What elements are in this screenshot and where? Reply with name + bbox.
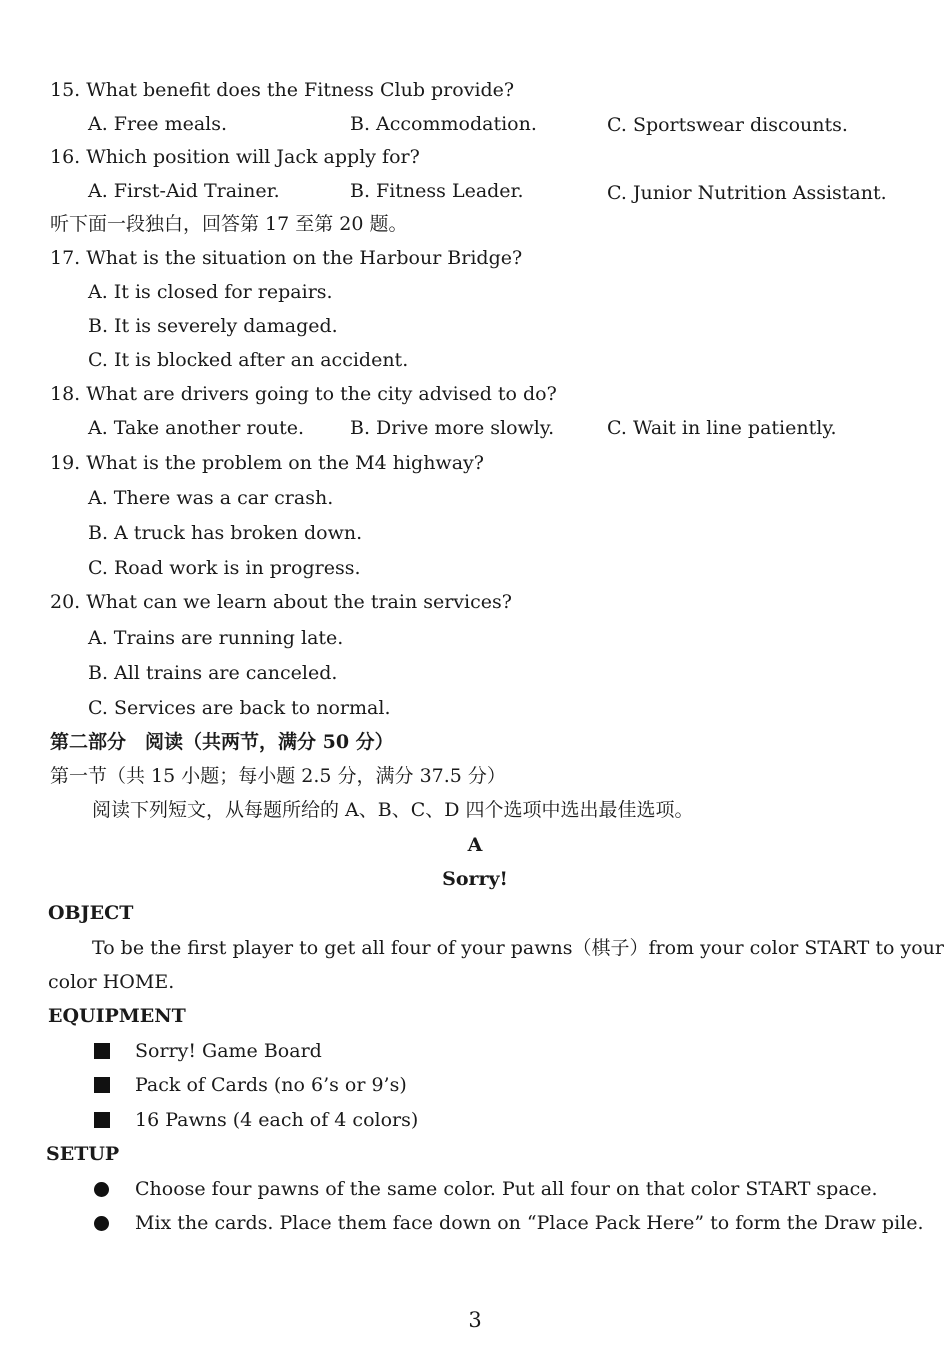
question-18: 18. What are drivers going to the city advised to do?: [50, 383, 557, 405]
equipment-item-text: Pack of Cards (no 6’s or 9’s): [135, 1074, 407, 1096]
object-text-line-2: color HOME.: [48, 971, 175, 993]
list-item: [94, 1039, 110, 1063]
question-19: 19. What is the problem on the M4 highway?: [50, 452, 484, 474]
q15-option-c: C. Sportswear discounts.: [607, 114, 848, 136]
q19-option-a: A. There was a car crash.: [88, 487, 334, 509]
square-bullet-icon: [94, 1077, 110, 1093]
q17-option-b: B. It is severely damaged.: [88, 315, 338, 337]
part-two-heading: 第二部分 阅读（共两节，满分 50 分）: [50, 731, 394, 753]
passage-title: Sorry!: [442, 868, 508, 890]
round-bullet-icon: [94, 1216, 109, 1231]
q20-option-a: A. Trains are running late.: [88, 627, 344, 649]
equipment-item-text: 16 Pawns (4 each of 4 colors): [135, 1109, 419, 1131]
q19-option-c: C. Road work is in progress.: [88, 557, 361, 579]
q15-option-b: B. Accommodation.: [350, 113, 537, 135]
monologue-instruction: 听下面一段独白，回答第 17 至第 20 题。: [50, 213, 408, 235]
q17-option-c: C. It is blocked after an accident.: [88, 349, 409, 371]
list-item: [94, 1211, 109, 1235]
object-heading: OBJECT: [48, 902, 134, 924]
page-number: 3: [468, 1308, 482, 1332]
object-text-line-1: To be the first player to get all four of your pawns（棋子）from your color START to your: [92, 937, 944, 959]
q20-option-c: C. Services are back to normal.: [88, 697, 391, 719]
square-bullet-icon: [94, 1112, 110, 1128]
question-20: 20. What can we learn about the train services?: [50, 591, 512, 613]
q15-option-a: A. Free meals.: [88, 113, 228, 135]
q17-option-a: A. It is closed for repairs.: [88, 281, 333, 303]
section-one-heading: 第一节（共 15 小题；每小题 2.5 分，满分 37.5 分）: [50, 765, 506, 787]
equipment-heading: EQUIPMENT: [48, 1005, 186, 1027]
list-item: [94, 1177, 109, 1201]
setup-item-text: Mix the cards. Place them face down on “Place Pack Here” to form the Draw pile.: [135, 1212, 924, 1234]
square-bullet-icon: [94, 1043, 110, 1059]
question-16: 16. Which position will Jack apply for?: [50, 146, 420, 168]
q16-option-b: B. Fitness Leader.: [350, 180, 524, 202]
q20-option-b: B. All trains are canceled.: [88, 662, 338, 684]
setup-heading: SETUP: [46, 1143, 120, 1165]
q16-option-c: C. Junior Nutrition Assistant.: [607, 182, 887, 204]
question-17: 17. What is the situation on the Harbour Bridge?: [50, 247, 523, 269]
setup-item-text: Choose four pawns of the same color. Put all four on that color START space.: [135, 1178, 878, 1200]
q18-option-a: A. Take another route.: [88, 417, 305, 439]
q19-option-b: B. A truck has broken down.: [88, 522, 363, 544]
equipment-item-text: Sorry! Game Board: [135, 1040, 322, 1062]
round-bullet-icon: [94, 1182, 109, 1197]
q18-option-c: C. Wait in line patiently.: [607, 417, 837, 439]
question-15: 15. What benefit does the Fitness Club provide?: [50, 79, 515, 101]
reading-instruction: 阅读下列短文，从每题所给的 A、B、C、D 四个选项中选出最佳选项。: [92, 799, 694, 821]
list-item: [94, 1108, 110, 1132]
q18-option-b: B. Drive more slowly.: [350, 417, 555, 439]
list-item: [94, 1073, 110, 1097]
passage-label: A: [467, 834, 483, 856]
q16-option-a: A. First-Aid Trainer.: [88, 180, 280, 202]
